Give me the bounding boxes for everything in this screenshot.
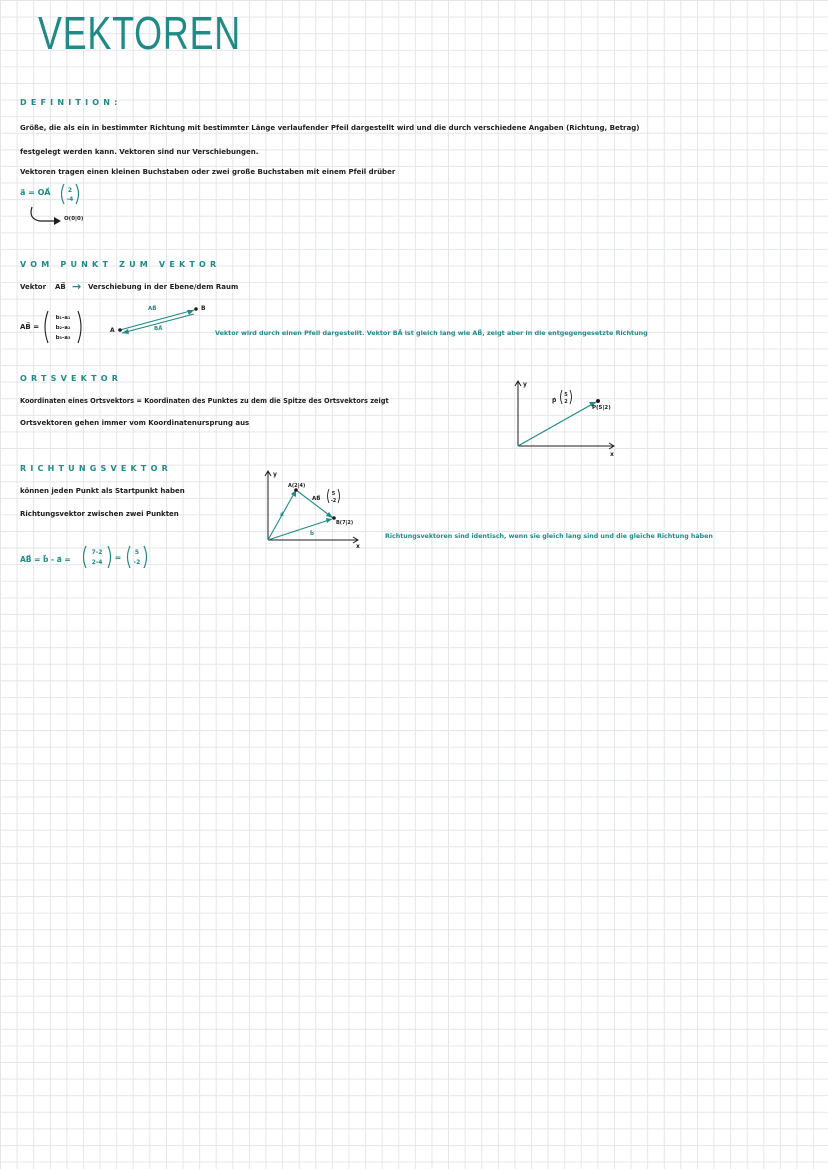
richtung-formula-matrices [80,544,154,570]
vektor-name: AB⃗ [55,283,66,291]
point-a-label: A [110,327,115,334]
richtung-m1-top: 7-2 [91,549,103,556]
p-vector-label: p⃗ [552,397,557,404]
p-vec-top: 5 [564,392,568,398]
ab-vec-top: 5 [331,491,336,497]
curved-arrow-icon [26,205,66,227]
definition-vec-bottom: -4 [66,196,74,203]
richtung-eq: = [114,553,122,562]
richtungsvektor-note: Richtungsvektoren sind identisch, wenn sie gleich lang sind und die gleiche Richtung haben [385,533,713,540]
ab-ba-arrows [108,300,208,340]
richtungsvektor-line-1: können jeden Punkt als Startpunkt haben [20,487,185,495]
point-b-coord: B(7|2) [336,520,354,526]
ortsvektor-heading: ORTSVEKTOR [20,374,123,383]
punkt-vektor-heading: VOM PUNKT ZUM VEKTOR [20,260,221,269]
definition-heading: DEFINITION: [20,98,122,107]
richtung-m2-top: 5 [134,549,140,556]
point-b-label: B [201,305,206,312]
ab-vec-bottom: -2 [330,498,337,504]
definition-line-1: Größe, die als ein in bestimmter Richtung mit bestimmter Länge verlaufender Pfeil dargestellt wird und die durch verschiedene Angaben (Richtung, Betrag) [20,124,640,132]
point-p-label: P(5|2) [592,405,611,411]
richtung-axis-y: y [273,471,277,478]
punkt-vektor-note: Vektor wird durch einen Pfeil dargestellt. Vektor BA⃗ ist gleich lang wie AB⃗, zeigt aber in die entgegengesetzte Richtung [215,329,648,337]
ab-matrix [42,310,84,344]
definition-vec-top: 2 [67,187,73,194]
richtung-axis-x: x [356,543,360,550]
arrow-right-icon: → [72,280,82,293]
definition-line-3: Vektoren tragen einen kleinen Buchstaben oder zwei große Buchstaben mit einem Pfeil drüber [20,168,396,176]
richtungsvektor-line-2: Richtungsvektor zwischen zwei Punkten [20,510,179,518]
ab-arrow-label: AB⃗ [148,306,157,312]
verschiebung-desc: Verschiebung in der Ebene/dem Raum [88,283,239,291]
ortsvektor-axis-x: x [610,451,614,458]
ortsvektor-line-2: Ortsvektoren gehen immer vom Koordinatenursprung aus [20,419,250,427]
ortsvektor-axis-y: y [523,381,527,388]
a-vector-label: a⃗ [280,512,284,518]
matrix-row-1: b₁-a₁ [55,315,71,321]
definition-column-vector [58,182,84,206]
definition-line-2: festgelegt werden kann. Vektoren sind nur Verschiebungen. [20,148,259,156]
matrix-lhs: AB⃗ = [20,323,40,331]
vektor-label: Vektor [20,283,47,291]
ba-arrow-label: BA⃗ [154,326,163,332]
ab-vector-label: AB⃗ [312,496,321,502]
page-title: VEKTOREN [38,7,241,59]
definition-formula: a⃗ = OA⃗ [20,188,51,197]
point-a-coord: A(2|4) [288,483,306,489]
ortsvektor-diagram [510,376,630,458]
richtung-m2-bottom: -2 [133,559,141,566]
ortsvektor-line-1: Koordinaten eines Ortsvektors = Koordinaten des Punktes zu dem die Spitze des Ortsvektors zeigt [20,397,389,405]
p-vec-bottom: 2 [564,399,568,405]
matrix-row-3: b₃-a₃ [55,335,71,341]
richtungsvektor-heading: RICHTUNGSVEKTOR [20,464,172,473]
b-vector-label: b⃗ [310,531,314,537]
richtung-formula-lhs: AB⃗ = b⃗ - a⃗ = [20,555,71,564]
origin-label: O(0|0) [64,216,84,222]
richtungsvektor-diagram [262,466,372,550]
richtung-m1-bottom: 2-4 [91,559,103,566]
matrix-row-2: b₂-a₂ [55,325,71,331]
